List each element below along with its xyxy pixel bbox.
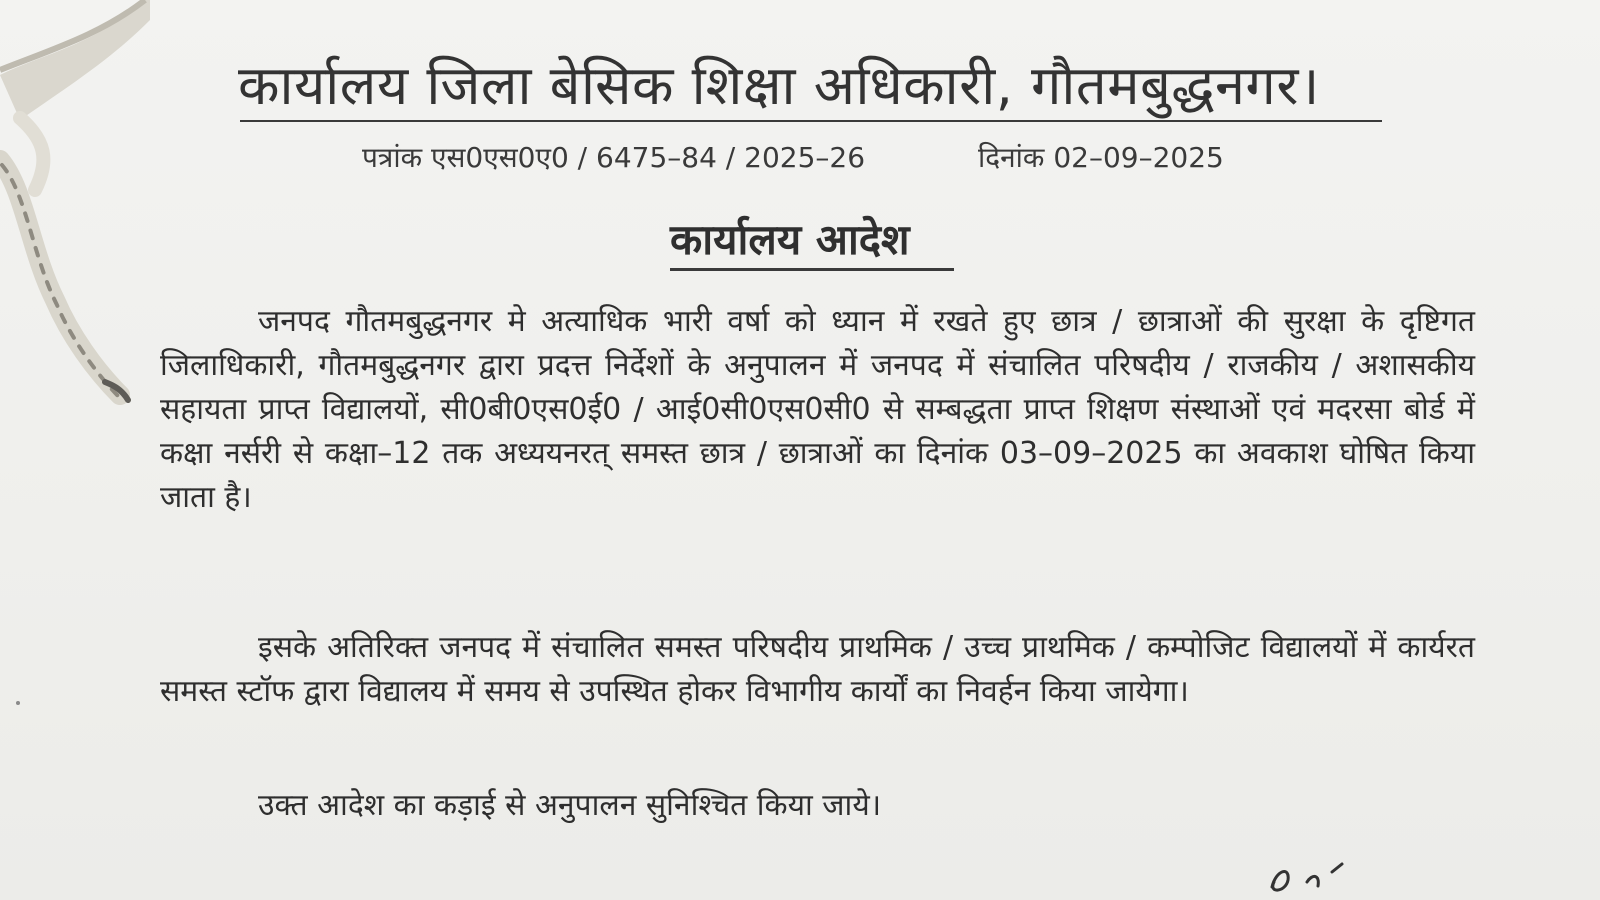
order-heading: कार्यालय आदेश bbox=[670, 215, 910, 264]
office-title: कार्यालय जिला बेसिक शिक्षा अधिकारी, गौतमबुद्धनगर। bbox=[238, 54, 1320, 117]
order-paragraph-3: उक्त आदेश का कड़ाई से अनुपालन सुनिश्चित किया जाये। bbox=[258, 788, 882, 823]
reference-date: दिनांक 02–09–2025 bbox=[978, 141, 1224, 174]
heading-underline bbox=[670, 268, 954, 271]
title-underline bbox=[240, 120, 1382, 122]
order-paragraph-2: इसके अतिरिक्त जनपद में संचालित समस्त परिषदीय प्राथमिक / उच्च प्राथमिक / कम्पोजिट विद्यालयों में कार्यरत समस्त स्टॉफ द्वारा विद्यालय में समय से उपस्थित होकर विभागीय कार्यों का निवर्हन किया जायेगा। bbox=[160, 630, 1475, 709]
signature-mark bbox=[1262, 852, 1352, 900]
order-paragraph-1: जनपद गौतमबुद्धनगर मे अत्याधिक भारी वर्षा को ध्यान में रखते हुए छात्र / छात्राओं की सुरक्षा के दृष्टिगत जिलाधिकारी, गौतमबुद्धनगर द्वारा प्रदत्त निर्देशों के अनुपालन में जनपद में संचालित परिषदीय / राजकीय / अशासकीय सहायता प्राप्त विद्यालयों, सी0बी0एस0ई0 / आई0सी0एस0सी0 से सम्बद्धता प्राप्त शिक्षण संस्थाओं एवं मदरसा बोर्ड में कक्षा नर्सरी से कक्षा–12 तक अध्ययनरत् समस्त छात्र / छात्राओं का दिनांक 03–09–2025 का अवकाश घोषित किया जाता है। bbox=[160, 304, 1475, 515]
reference-number: पत्रांक एस0एस0ए0 / 6475–84 / 2025–26 bbox=[362, 141, 866, 174]
paper-speck bbox=[16, 701, 20, 705]
binding-string bbox=[0, 0, 150, 420]
